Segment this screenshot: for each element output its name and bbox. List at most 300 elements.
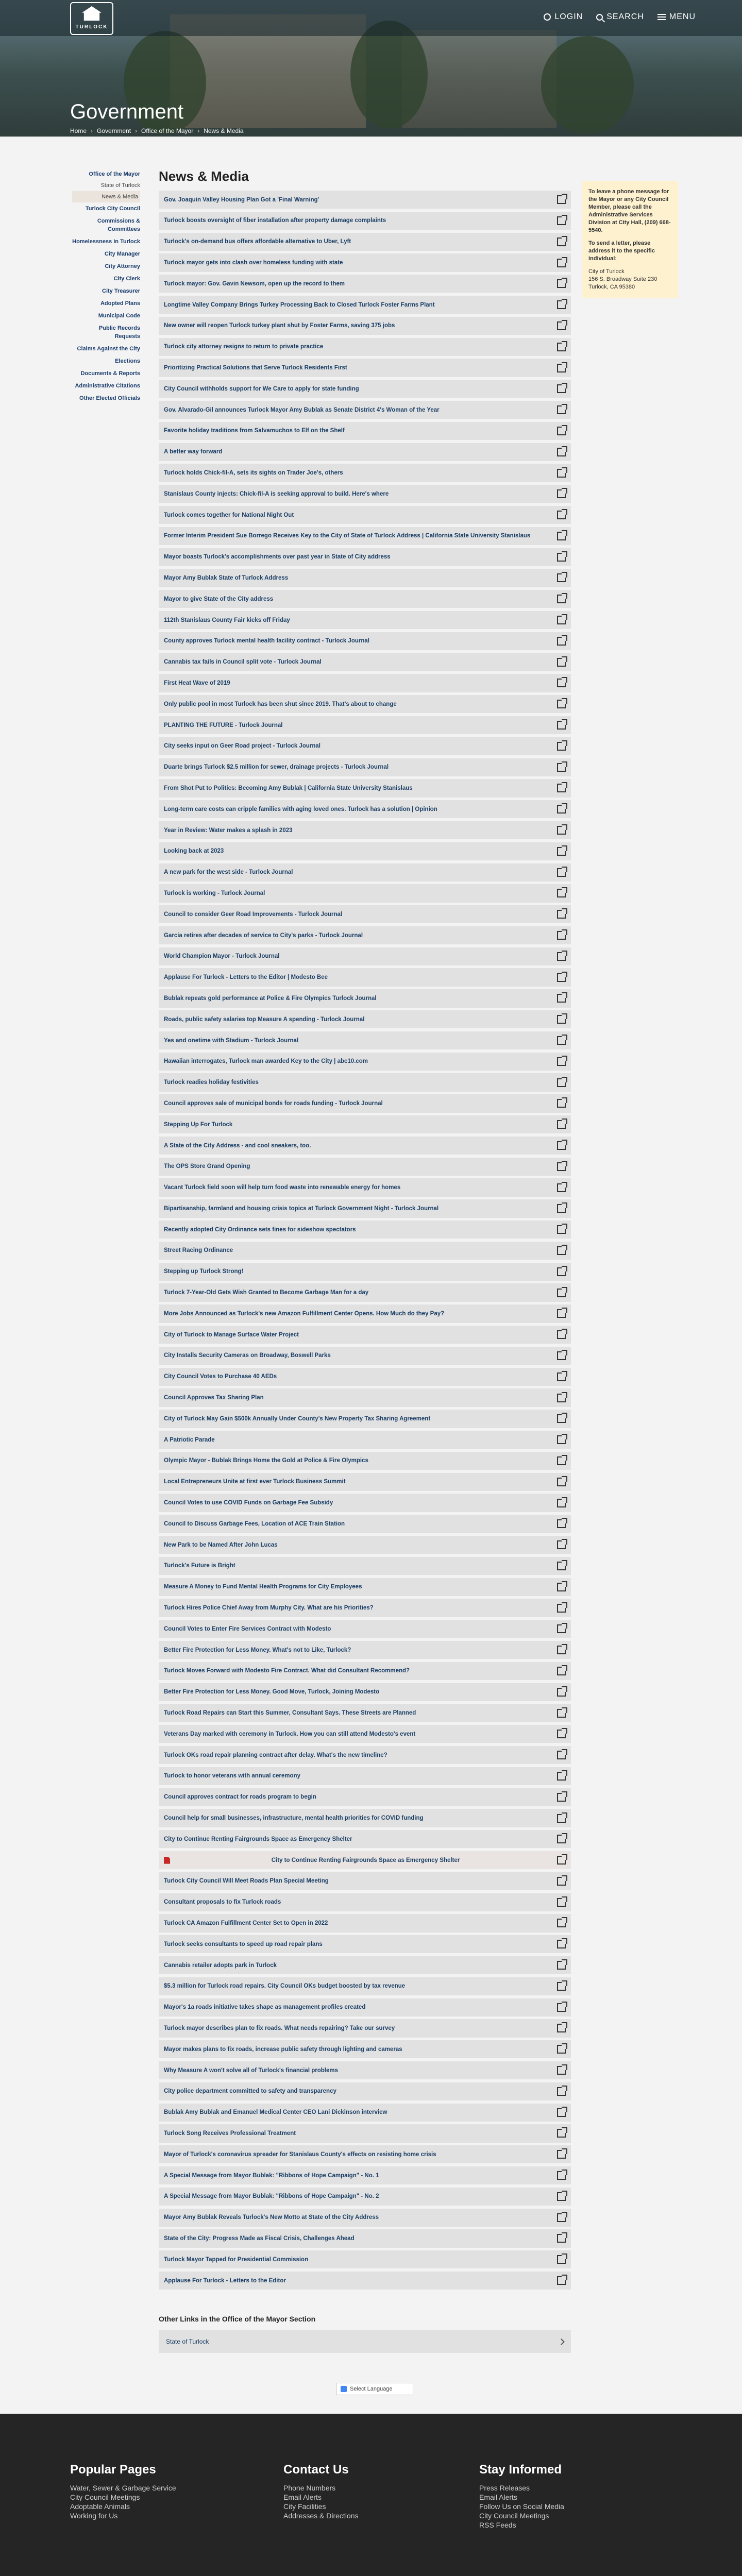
news-article-link[interactable] [159, 695, 571, 713]
breadcrumb [70, 127, 244, 134]
news-article-title [164, 1773, 300, 1779]
news-article-title [164, 1079, 259, 1086]
news-article-link[interactable] [159, 464, 571, 482]
news-article-title [164, 2235, 355, 2242]
top-nav [544, 12, 696, 22]
news-article-link[interactable] [159, 1725, 571, 1743]
news-article-title-text: Bipartisanship, farmland and housing crisis topics at Turlock Government Night - Turlock Journal [164, 1205, 439, 1212]
google-translate-icon [341, 2386, 347, 2392]
footer-link[interactable]: City Council Meetings [479, 2512, 549, 2520]
news-article-link[interactable] [159, 1242, 571, 1260]
news-article-link[interactable] [159, 884, 571, 902]
news-article-link[interactable] [159, 1515, 571, 1533]
news-article-title [164, 1794, 316, 1800]
news-article-link[interactable] [159, 653, 571, 671]
news-article-link[interactable] [159, 2040, 571, 2058]
news-article-link[interactable] [159, 1830, 571, 1848]
external-link-icon [557, 2066, 566, 2075]
news-article-link[interactable] [159, 1935, 571, 1953]
external-link-icon [557, 1540, 566, 1549]
news-article-link[interactable] [159, 338, 571, 356]
breadcrumb-government[interactable]: Government [97, 127, 131, 134]
news-article-title [164, 1521, 345, 1527]
news-article-title [164, 2257, 308, 2263]
news-article-title-text: Applause For Turlock - Letters to the Editor | Modesto Bee [164, 974, 328, 981]
news-article-link[interactable] [159, 1788, 571, 1806]
news-article-title-text: Mayor's 1a roads initiative takes shape as management profiles created [164, 2004, 366, 2011]
news-article-link[interactable] [159, 716, 571, 734]
news-article-title [164, 2067, 338, 2074]
footer-link[interactable]: RSS Feeds [479, 2521, 516, 2529]
sidebar-item-administrative-citations[interactable]: Administrative Citations [75, 383, 140, 389]
news-article-title [164, 1227, 356, 1233]
city-logo[interactable] [70, 2, 113, 35]
news-article-link[interactable] [159, 737, 571, 755]
news-article-title-text: City police department committed to safety and transparency [164, 2088, 336, 2095]
external-link-icon [557, 2276, 566, 2285]
news-article-link[interactable] [159, 842, 571, 860]
external-link-icon [557, 469, 566, 478]
news-article-title [164, 1184, 400, 1191]
news-article-title [164, 785, 413, 791]
news-article-link[interactable] [159, 2229, 571, 2247]
news-article-title-text: A Special Message from Mayor Bublak: "Ribbons of Hope Campaign" - No. 1 [164, 2172, 379, 2179]
news-article-link[interactable] [159, 1620, 571, 1638]
search-button[interactable] [596, 12, 644, 22]
external-link-icon [557, 1478, 566, 1486]
news-article-title [164, 1163, 250, 1170]
breadcrumb-office-of-the-mayor[interactable]: Office of the Mayor [141, 127, 194, 134]
news-article-title-text: New owner will reopen Turlock turkey plant shut by Foster Farms, saving 375 jobs [164, 323, 395, 329]
news-article-title [164, 995, 377, 1002]
news-article-title [164, 260, 343, 266]
news-article-link[interactable] [159, 1557, 571, 1575]
news-article-title-text: A State of the City Address - and cool sneakers, too. [164, 1142, 311, 1149]
news-article-title [164, 1416, 430, 1422]
sidebar-item-commissions-committees[interactable]: Commissions & Committees [97, 218, 140, 232]
sidebar-item-elections[interactable]: Elections [115, 358, 140, 364]
external-link-icon [557, 1183, 566, 1192]
footer-link[interactable]: Water, Sewer & Garbage Service [70, 2484, 176, 2492]
news-article-link[interactable] [159, 1178, 571, 1196]
news-article-title-text: City to Continue Renting Fairgrounds Space as Emergency Shelter [164, 1836, 352, 1842]
footer-link[interactable]: Press Releases [479, 2484, 530, 2492]
news-article-link[interactable] [159, 1956, 571, 1974]
news-article-link[interactable] [159, 569, 571, 587]
external-link-icon [557, 700, 566, 708]
news-article-title-text: Mayor boasts Turlock's accomplishments over past year in State of City address [164, 554, 391, 561]
external-link-icon [557, 1667, 566, 1675]
external-link-icon [557, 637, 566, 646]
news-article-link[interactable] [159, 1263, 571, 1281]
news-article-link[interactable] [159, 821, 571, 839]
news-article-link[interactable] [159, 1473, 571, 1491]
external-link-icon [557, 1394, 566, 1402]
news-article-link[interactable] [159, 1998, 571, 2016]
news-article-title [164, 617, 290, 623]
news-article-link[interactable] [159, 1115, 571, 1133]
sidebar-item-other-elected-officials[interactable]: Other Elected Officials [79, 395, 140, 401]
news-article-title-text: Turlock is working - Turlock Journal [164, 890, 265, 896]
news-article-title [164, 554, 391, 560]
news-article-link[interactable] [159, 212, 571, 230]
news-article-link[interactable] [159, 2124, 571, 2142]
external-link-icon [557, 1982, 566, 1991]
news-article-link[interactable] [159, 191, 571, 209]
footer-column-title: Contact Us [283, 2463, 349, 2477]
news-article-link[interactable] [159, 2145, 571, 2163]
news-article-link[interactable] [159, 1137, 571, 1155]
external-link-icon [557, 1688, 566, 1697]
login-label: LOGIN [554, 12, 583, 21]
news-article-title-text: A better way forward [164, 449, 223, 455]
news-article-link[interactable] [159, 401, 571, 419]
news-article-title-text: Turlock mayor describes plan to fix roads. What needs repairing? Take our survey [164, 2025, 395, 2031]
news-article-title-text: Vacant Turlock field soon will help turn food waste into renewable energy for homes [164, 1184, 401, 1191]
news-article-link[interactable] [159, 800, 571, 818]
news-article-title-text: Why Measure A won't solve all of Turlock's financial problems [164, 2067, 338, 2074]
news-article-link[interactable] [159, 1304, 571, 1323]
footer-link[interactable]: Follow Us on Social Media [479, 2502, 564, 2511]
news-article-link[interactable] [159, 1872, 571, 1890]
news-article-title [164, 1352, 331, 1359]
news-article-link[interactable] [159, 1578, 571, 1596]
external-link-icon [557, 532, 566, 540]
news-article-title-text: Turlock Moves Forward with Modesto Fire Contract. What did Consultant Recommend? [164, 1668, 410, 1674]
external-link-icon [557, 1078, 566, 1087]
sidebar-nav [72, 168, 140, 404]
news-article-title-text: Favorite holiday traditions from Salvamuchos to Elf on the Shelf [164, 428, 345, 434]
sidebar-item-municipal-code[interactable]: Municipal Code [98, 313, 140, 319]
news-article-link[interactable] [159, 1809, 571, 1827]
search-label: SEARCH [606, 12, 644, 21]
language-select[interactable] [336, 2383, 413, 2395]
news-article-title [164, 1836, 352, 1842]
news-article-link[interactable] [159, 1010, 571, 1028]
external-link-icon [557, 1120, 566, 1129]
breadcrumb-separator: › [91, 127, 93, 134]
news-article-link[interactable] [159, 1452, 571, 1470]
footer-link[interactable]: Phone Numbers [283, 2484, 336, 2492]
footer-link[interactable]: Email Alerts [283, 2493, 322, 2501]
news-article-title-text: City Installs Security Cameras on Broadway, Boswell Parks [164, 1352, 331, 1359]
news-article-title-text: Garcia retires after decades of service to City's parks - Turlock Journal [164, 932, 363, 939]
news-article-link[interactable] [159, 1221, 571, 1239]
external-link-icon [557, 1730, 566, 1738]
news-article-link[interactable] [159, 989, 571, 1007]
footer-column-popular [70, 2463, 176, 2520]
external-link-icon [557, 448, 566, 456]
news-article-link[interactable] [159, 1746, 571, 1764]
external-link-icon [557, 1898, 566, 1907]
news-article-title-text: Gov. Alvarado-Gil announces Turlock Mayor Amy Bublak as Senate District 4's Woman of the Year [164, 406, 440, 413]
login-button[interactable] [544, 12, 583, 22]
external-link-icon [557, 1940, 566, 1948]
news-article-link[interactable] [159, 380, 571, 398]
news-article-title [164, 2214, 379, 2221]
news-article-title [164, 1100, 383, 1107]
external-link-icon [557, 1246, 566, 1255]
news-article-link[interactable] [159, 611, 571, 629]
news-article-link[interactable] [159, 2061, 571, 2079]
news-article-link[interactable] [159, 632, 571, 650]
breadcrumb-home[interactable]: Home [70, 127, 87, 134]
external-link-icon [557, 259, 566, 267]
news-article-link[interactable] [159, 779, 571, 797]
article-list [159, 191, 571, 2290]
news-article-link[interactable] [159, 527, 571, 545]
news-article-link[interactable] [159, 1536, 571, 1554]
news-article-title [164, 2193, 379, 2199]
news-article-title-text: From Shot Put to Politics: Becoming Amy Bublak | California State University Stanislaus [164, 785, 413, 791]
news-article-link[interactable] [159, 485, 571, 503]
news-article-link[interactable] [159, 233, 571, 251]
news-article-link[interactable] [159, 1431, 571, 1449]
language-select-label: Select Language [350, 2386, 393, 2392]
external-link-icon [557, 2192, 566, 2201]
news-article-title [164, 1605, 374, 1611]
footer-link[interactable]: City Council Meetings [70, 2493, 140, 2501]
sidebar-item-state-of-turlock[interactable]: State of Turlock [100, 182, 140, 189]
news-article-title-text: Longtime Valley Company Brings Turkey Processing Back to Closed Turlock Foster Farms Plant [164, 301, 435, 308]
news-article-title [164, 512, 294, 518]
news-article-link[interactable] [159, 422, 571, 440]
news-article-link[interactable] [159, 1851, 571, 1869]
sidebar-item-office-of-the-mayor[interactable]: Office of the Mayor [89, 171, 140, 177]
external-link-icon [557, 910, 566, 919]
footer-link[interactable]: Email Alerts [479, 2493, 517, 2501]
news-article-link[interactable] [159, 2166, 571, 2184]
news-article-link[interactable] [159, 1704, 571, 1722]
sidebar-item-city-attorney[interactable]: City Attorney [105, 263, 140, 269]
external-link-icon [557, 2129, 566, 2138]
sidebar-item-city-manager[interactable]: City Manager [104, 251, 140, 257]
other-link-label: State of Turlock [166, 2338, 209, 2345]
news-article-title-text: Applause For Turlock - Letters to the Editor [164, 2277, 286, 2284]
news-article-link[interactable] [159, 2250, 571, 2268]
news-article-link[interactable] [159, 1283, 571, 1301]
news-article-title [164, 869, 293, 875]
footer-link[interactable]: Working for Us [70, 2512, 118, 2520]
external-link-icon [557, 2087, 566, 2096]
news-article-link[interactable] [159, 1094, 571, 1112]
news-article-link[interactable] [159, 1053, 571, 1071]
external-link-icon [557, 1204, 566, 1213]
news-article-link[interactable] [159, 1914, 571, 1932]
news-article-link[interactable] [159, 2019, 571, 2037]
news-article-title [164, 680, 230, 686]
news-article-title-text: Turlock seeks consultants to speed up road repair plans [164, 1941, 323, 1947]
news-article-link[interactable] [159, 758, 571, 776]
sidebar-item-homelessness-in-turlock[interactable]: Homelessness in Turlock [72, 239, 140, 245]
external-link-icon [557, 238, 566, 246]
news-article-title-text: Measure A Money to Fund Mental Health Programs for City Employees [164, 1584, 362, 1590]
news-article-title-text: Turlock Hires Police Chief Away from Murphy City. What are his Priorities? [164, 1605, 374, 1612]
news-article-title [164, 848, 224, 854]
news-article-link[interactable] [159, 548, 571, 566]
news-article-title [164, 596, 273, 602]
news-article-title-text: Mayor Amy Bublak Reveals Turlock's New Motto at State of the City Address [164, 2214, 379, 2221]
external-link-icon [557, 847, 566, 856]
external-link-icon [557, 2003, 566, 2012]
external-link-icon [557, 595, 566, 603]
news-article-title-text: Yes and onetime with Stadium - Turlock Journal [164, 1037, 299, 1044]
footer-link[interactable]: City Facilities [283, 2502, 326, 2511]
external-link-icon [557, 1646, 566, 1654]
news-article-link[interactable] [159, 1073, 571, 1091]
news-article-title [164, 449, 222, 455]
news-article-title-text: City Council Votes to Purchase 40 AEDs [164, 1374, 277, 1380]
news-article-link[interactable] [159, 674, 571, 692]
sidebar-item-public-records-requests[interactable]: Public Records Requests [98, 325, 140, 340]
news-article-link[interactable] [159, 506, 571, 524]
external-link-icon [557, 2171, 566, 2180]
external-link-icon [557, 1267, 566, 1276]
footer-column-informed [479, 2463, 564, 2530]
news-article-title-text: Turlock mayor gets into clash over homeless funding with state [164, 260, 343, 266]
external-link-icon [557, 1772, 566, 1781]
news-article-title-text: Turlock city attorney resigns to return to private practice [164, 344, 324, 350]
external-link-icon [557, 1015, 566, 1024]
external-link-icon [557, 1099, 566, 1108]
news-article-link[interactable] [159, 1494, 571, 1512]
news-article-title-text: The OPS Store Grand Opening [164, 1163, 250, 1170]
news-article-title [164, 239, 351, 245]
news-article-title [164, 2046, 402, 2053]
news-article-title [164, 470, 343, 476]
news-article-title-text: Turlock to honor veterans with annual ceremony [164, 1773, 300, 1780]
sidebar-item-turlock-city-council[interactable]: Turlock City Council [85, 206, 140, 212]
news-article-title-text: Prioritizing Practical Solutions that Serve Turlock Residents First [164, 365, 347, 371]
news-article-link[interactable] [159, 1199, 571, 1217]
external-link-icon [557, 2150, 566, 2159]
external-link-icon [557, 364, 566, 372]
news-article-title-text: Turlock boosts oversight of fiber installation after property damage complaints [164, 217, 386, 224]
news-article-title-text: Street Racing Ordinance [164, 1247, 233, 1254]
chevron-right-icon [558, 2338, 565, 2345]
other-links-section [159, 2315, 571, 2353]
news-article-link[interactable] [159, 275, 571, 293]
news-article-link[interactable] [159, 2104, 571, 2122]
external-link-icon [557, 573, 566, 582]
news-article-link[interactable] [159, 1893, 571, 1911]
news-article-title [164, 1899, 281, 1905]
hero-banner [0, 0, 742, 137]
news-article-link[interactable] [159, 1347, 571, 1365]
news-article-link[interactable] [159, 359, 571, 377]
breadcrumb-separator: › [197, 127, 200, 134]
news-article-link[interactable] [159, 317, 571, 335]
news-article-link[interactable] [159, 947, 571, 965]
news-article-title-text: Bublak Amy Bublak and Emanuel Medical Center CEO Lani Dickinson interview [164, 2109, 387, 2116]
news-article-link[interactable] [159, 1599, 571, 1617]
breadcrumb-news-media[interactable]: News & Media [204, 127, 244, 134]
news-article-link[interactable] [159, 1767, 571, 1785]
news-article-link[interactable] [159, 1662, 571, 1680]
news-article-title-text: Turlock's on-demand bus offers affordable alternative to Uber, Lyft [164, 239, 351, 245]
callout-address-line-2: 156 S. Broadway Suite 230 [588, 276, 657, 282]
news-article-link[interactable] [159, 2272, 571, 2290]
external-link-icon [557, 384, 566, 393]
content-heading: News & Media [159, 168, 249, 184]
news-article-title [164, 1752, 387, 1758]
footer-link[interactable]: Adoptable Animals [70, 2502, 130, 2511]
sidebar-item-adopted-plans[interactable]: Adopted Plans [100, 300, 140, 307]
news-article-title-text: A Patriotic Parade [164, 1436, 215, 1443]
news-article-link[interactable] [159, 1031, 571, 1049]
news-article-link[interactable] [159, 968, 571, 986]
news-article-title [164, 344, 323, 350]
external-link-icon [557, 1519, 566, 1528]
news-article-link[interactable] [159, 1683, 571, 1701]
external-link-icon [557, 2024, 566, 2032]
news-article-title [164, 2004, 365, 2010]
external-link-icon [557, 1372, 566, 1381]
external-link-icon [557, 973, 566, 982]
news-article-title [164, 2130, 296, 2137]
news-article-title [164, 890, 265, 896]
sidebar-item-city-treasurer[interactable]: City Treasurer [102, 288, 140, 294]
sidebar-item-documents-reports[interactable]: Documents & Reports [80, 370, 140, 377]
menu-button[interactable] [657, 12, 696, 22]
other-link-state-of-turlock[interactable] [159, 2330, 571, 2353]
footer-link[interactable]: Addresses & Directions [283, 2512, 359, 2520]
news-article-link[interactable] [159, 2082, 571, 2100]
news-article-link[interactable] [159, 863, 571, 882]
external-link-icon [557, 1604, 566, 1613]
external-link-icon [557, 2255, 566, 2264]
sidebar-item-news-media[interactable]: News & Media [72, 191, 140, 202]
news-article-link[interactable] [159, 1410, 571, 1428]
news-article-title [164, 974, 328, 980]
external-link-icon [557, 405, 566, 414]
news-article-title-text: Council to consider Geer Road Improvements - Turlock Journal [164, 911, 343, 918]
news-article-link[interactable] [159, 590, 571, 608]
news-article-title-text: Turlock Mayor Tapped for Presidential Commission [164, 2256, 309, 2263]
news-article-link[interactable] [159, 1977, 571, 1995]
news-article-title [164, 197, 319, 203]
news-article-link[interactable] [159, 296, 571, 314]
sidebar-item-claims-against-the-city[interactable]: Claims Against the City [77, 346, 140, 352]
external-link-icon [557, 1835, 566, 1843]
external-link-icon [557, 826, 566, 835]
news-article-title-text: Council Votes to Enter Fire Services Contract with Modesto [164, 1625, 331, 1632]
news-article-title [164, 911, 342, 918]
news-article-link[interactable] [159, 253, 571, 272]
news-article-title-text: Stepping up Turlock Strong! [164, 1268, 244, 1275]
sidebar-item-city-clerk[interactable]: City Clerk [113, 276, 140, 282]
news-article-link[interactable] [159, 1158, 571, 1176]
news-article-link[interactable] [159, 443, 571, 461]
external-link-icon [557, 1856, 566, 1865]
footer-column-contact [283, 2463, 359, 2520]
external-link-icon [557, 742, 566, 751]
news-article-link[interactable] [159, 1641, 571, 1659]
news-article-title [164, 1983, 405, 1989]
news-article-title-text: Looking back at 2023 [164, 848, 224, 855]
news-article-title-text: Bublak repeats gold performance at Police & Fire Olympics Turlock Journal [164, 995, 377, 1002]
news-article-link[interactable] [159, 2188, 571, 2206]
menu-label: MENU [669, 12, 696, 21]
news-article-link[interactable] [159, 2209, 571, 2227]
external-link-icon [557, 994, 566, 1003]
news-article-link[interactable] [159, 1388, 571, 1406]
news-article-link[interactable] [159, 905, 571, 923]
news-article-link[interactable] [159, 926, 571, 944]
external-link-icon [557, 679, 566, 687]
news-article-link[interactable] [159, 1368, 571, 1386]
news-article-link[interactable] [159, 1326, 571, 1344]
